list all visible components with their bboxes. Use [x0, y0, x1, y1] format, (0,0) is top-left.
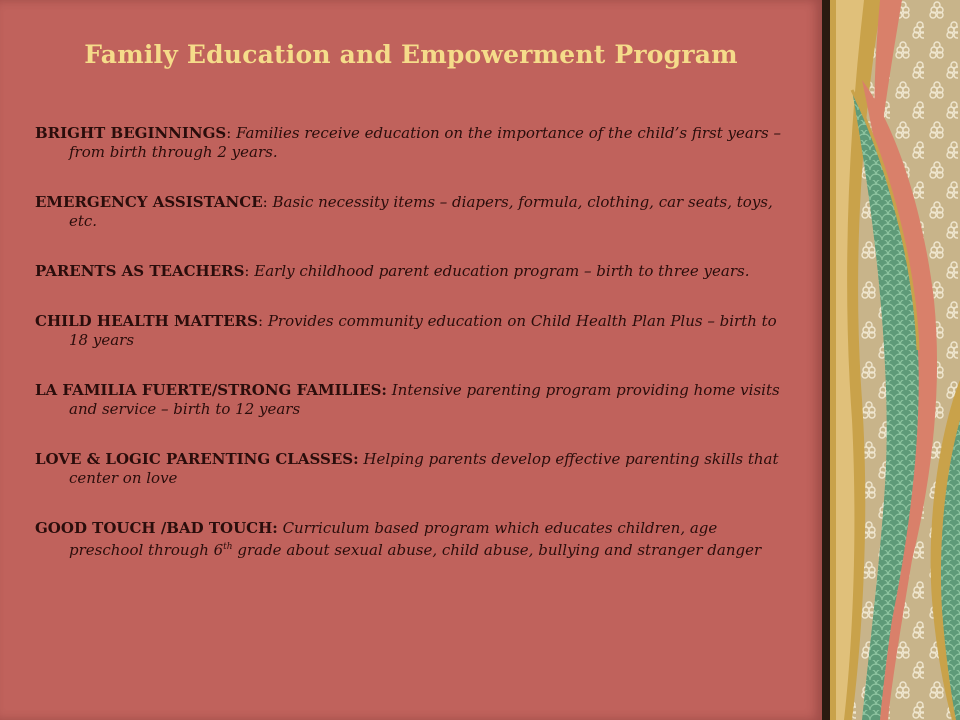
item-description: Intensive parenting program providing home visits and service – birth to 12 years: [69, 381, 780, 418]
item-label: EMERGENCY ASSISTANCE: [35, 193, 263, 211]
item-description-continued: grade about sexual abuse, child abuse, bullying and stranger danger: [232, 541, 762, 559]
item-separator: :: [226, 124, 232, 142]
item-label: CHILD HEALTH MATTERS: [35, 312, 258, 330]
item-separator: :: [257, 312, 264, 330]
item-label: LOVE & LOGIC PARENTING CLASSES:: [35, 450, 359, 468]
item-label: LA FAMILIA FUERTE/STRONG FAMILIES:: [35, 381, 387, 399]
list-item: [35, 262, 795, 281]
item-label: BRIGHT BEGINNINGS: [35, 124, 227, 142]
decorative-border: [822, 0, 960, 720]
decorative-pattern-art: [822, 0, 960, 720]
list-item: [35, 124, 795, 162]
list-item: [35, 312, 795, 350]
slide-title: Family Education and Empowerment Program: [84, 40, 738, 69]
program-list: [35, 124, 795, 591]
item-description: Basic necessity items – diapers, formula, clothing, car seats, toys, etc.: [69, 193, 773, 230]
list-item: [35, 193, 795, 231]
list-item: [35, 450, 795, 488]
item-description: Families receive education on the importance of the child’s first years – from birth through 2 years.: [69, 124, 781, 161]
list-item: [35, 381, 795, 419]
item-label: PARENTS AS TEACHERS: [35, 262, 245, 280]
item-separator: :: [244, 262, 250, 280]
item-description: Early childhood parent education program – birth to three years.: [249, 262, 750, 280]
item-description: Curriculum based program which educates children, age preschool through 6: [69, 519, 718, 559]
item-label: GOOD TOUCH /BAD TOUCH:: [35, 519, 278, 537]
ordinal-suffix: th: [223, 542, 233, 552]
item-description: Helping parents develop effective parenting skills that center on love: [69, 450, 779, 487]
list-item: [35, 519, 795, 560]
item-description: Provides community education on Child Health Plan Plus – birth to 18 years: [69, 312, 777, 349]
item-separator: :: [262, 193, 268, 211]
